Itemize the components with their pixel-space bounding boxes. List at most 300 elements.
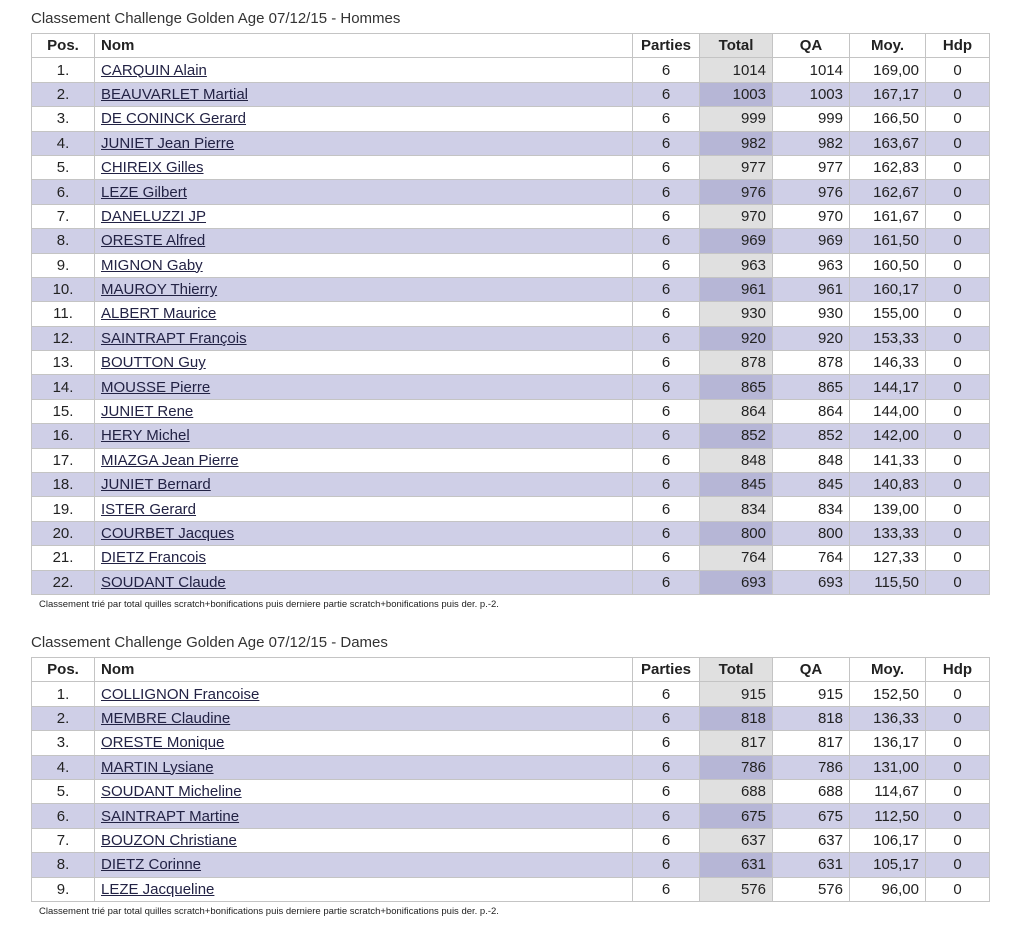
cell-hdp: 0: [926, 731, 990, 755]
cell-nom: [95, 253, 633, 277]
cell-qa: 970: [773, 204, 850, 228]
cell-parties: 6: [633, 253, 700, 277]
cell-qa: 864: [773, 399, 850, 423]
player-name-link[interactable]: COURBET Jacques: [101, 525, 235, 542]
cell-nom: [95, 448, 633, 472]
cell-moy: 115,50: [850, 570, 926, 594]
table-row: [32, 131, 990, 155]
cell-parties: 6: [633, 779, 700, 803]
cell-moy: 161,67: [850, 204, 926, 228]
cell-hdp: 0: [926, 253, 990, 277]
table-row: [32, 521, 990, 545]
table-row: [32, 682, 990, 706]
cell-parties: 6: [633, 82, 700, 106]
cell-total: 999: [700, 107, 773, 131]
cell-moy: 140,83: [850, 473, 926, 497]
cell-parties: 6: [633, 497, 700, 521]
player-name-link[interactable]: MARTIN Lysiane: [101, 758, 214, 776]
table-row: [32, 828, 990, 852]
cell-hdp: 0: [926, 277, 990, 301]
cell-qa: 845: [773, 473, 850, 497]
cell-hdp: 0: [926, 473, 990, 497]
player-name-link[interactable]: CHIREIX Gilles: [101, 159, 204, 177]
cell-total: 969: [700, 229, 773, 253]
cell-hdp: 0: [926, 497, 990, 521]
cell-pos: 4.: [32, 131, 95, 155]
cell-moy: 167,17: [850, 82, 926, 106]
table-row: [32, 351, 990, 375]
player-name-link[interactable]: JUNIET Jean Pierre: [101, 134, 235, 152]
cell-nom: [95, 424, 633, 448]
cell-pos: 8.: [32, 229, 95, 253]
cell-qa: 848: [773, 448, 850, 472]
cell-qa: 865: [773, 375, 850, 399]
cell-total: 1003: [700, 82, 773, 106]
table-row: [32, 107, 990, 131]
player-name-link[interactable]: JUNIET Rene: [101, 403, 194, 421]
cell-moy: 144,17: [850, 375, 926, 399]
table-row: [32, 731, 990, 755]
cell-parties: 6: [633, 546, 700, 570]
cell-hdp: 0: [926, 302, 990, 326]
col-header-qa: QA: [773, 34, 850, 58]
cell-qa: 963: [773, 253, 850, 277]
cell-nom: [95, 58, 633, 82]
player-name-link[interactable]: BEAUVARLET Martial: [101, 85, 248, 103]
cell-hdp: 0: [926, 375, 990, 399]
col-header-moy: Moy.: [850, 34, 926, 58]
cell-hdp: 0: [926, 828, 990, 852]
player-name-link[interactable]: MOUSSE Pierre: [101, 378, 211, 396]
cell-qa: 834: [773, 497, 850, 521]
hommes-table: [31, 33, 990, 595]
col-header-pos: Pos.: [32, 34, 95, 58]
cell-moy: 153,33: [850, 326, 926, 350]
cell-pos: 1.: [32, 58, 95, 82]
cell-parties: 6: [633, 229, 700, 253]
table-row: [32, 253, 990, 277]
col-header-qa: QA: [773, 658, 850, 682]
cell-hdp: 0: [926, 107, 990, 131]
cell-parties: 6: [633, 277, 700, 301]
cell-pos: 18.: [32, 473, 95, 497]
cell-qa: 786: [773, 755, 850, 779]
table-row: [32, 399, 990, 423]
table-row: [32, 204, 990, 228]
cell-qa: 818: [773, 706, 850, 730]
cell-nom: [95, 779, 633, 803]
cell-parties: 6: [633, 204, 700, 228]
cell-parties: 6: [633, 682, 700, 706]
cell-total: 865: [700, 375, 773, 399]
cell-qa: 764: [773, 546, 850, 570]
cell-parties: 6: [633, 877, 700, 901]
dames-table: [31, 657, 990, 902]
cell-total: 878: [700, 351, 773, 375]
cell-moy: 160,17: [850, 277, 926, 301]
table-row: [32, 82, 990, 106]
table-row: [32, 877, 990, 901]
cell-pos: 6.: [32, 180, 95, 204]
cell-nom: [95, 755, 633, 779]
cell-hdp: 0: [926, 706, 990, 730]
player-name-link[interactable]: BOUTTON Guy: [101, 354, 206, 372]
cell-pos: 5.: [32, 779, 95, 803]
cell-moy: 142,00: [850, 424, 926, 448]
cell-pos: 20.: [32, 521, 95, 545]
cell-nom: [95, 131, 633, 155]
cell-pos: 22.: [32, 570, 95, 594]
cell-nom: [95, 731, 633, 755]
cell-parties: 6: [633, 731, 700, 755]
cell-parties: 6: [633, 399, 700, 423]
table-row: [32, 473, 990, 497]
cell-hdp: 0: [926, 779, 990, 803]
cell-total: 976: [700, 180, 773, 204]
cell-pos: 10.: [32, 277, 95, 301]
cell-nom: [95, 155, 633, 179]
cell-total: 961: [700, 277, 773, 301]
cell-moy: 169,00: [850, 58, 926, 82]
cell-hdp: 0: [926, 853, 990, 877]
cell-parties: 6: [633, 326, 700, 350]
cell-parties: 6: [633, 58, 700, 82]
cell-hdp: 0: [926, 682, 990, 706]
cell-parties: 6: [633, 755, 700, 779]
cell-parties: 6: [633, 131, 700, 155]
cell-hdp: 0: [926, 58, 990, 82]
cell-nom: [95, 326, 633, 350]
player-name-link[interactable]: SAINTRAPT Martine: [101, 807, 240, 825]
cell-moy: 136,33: [850, 706, 926, 730]
cell-pos: 15.: [32, 399, 95, 423]
cell-qa: 977: [773, 155, 850, 179]
cell-hdp: 0: [926, 877, 990, 901]
cell-hdp: 0: [926, 82, 990, 106]
cell-moy: 112,50: [850, 804, 926, 828]
table-row: [32, 424, 990, 448]
dames-title: Classement Challenge Golden Age 07/12/15 - Dames: [31, 634, 388, 651]
hommes-sort-note: Classement trié par total quilles scratch+bonifications puis derniere partie scratch+bonifications puis der. p.-2.: [39, 599, 499, 610]
cell-total: 930: [700, 302, 773, 326]
cell-total: 963: [700, 253, 773, 277]
table-row: [32, 302, 990, 326]
cell-pos: 14.: [32, 375, 95, 399]
col-header-hdp: Hdp: [926, 658, 990, 682]
cell-qa: 631: [773, 853, 850, 877]
cell-hdp: 0: [926, 755, 990, 779]
player-name-link[interactable]: ALBERT Maurice: [101, 305, 217, 323]
cell-nom: [95, 853, 633, 877]
table-row: [32, 58, 990, 82]
cell-qa: 800: [773, 521, 850, 545]
cell-total: 576: [700, 877, 773, 901]
cell-total: 675: [700, 804, 773, 828]
cell-pos: 7.: [32, 828, 95, 852]
cell-nom: [95, 375, 633, 399]
cell-nom: [95, 82, 633, 106]
table-row: [32, 448, 990, 472]
cell-hdp: 0: [926, 804, 990, 828]
cell-moy: 127,33: [850, 546, 926, 570]
cell-moy: 162,83: [850, 155, 926, 179]
cell-parties: 6: [633, 521, 700, 545]
col-header-nom: Nom: [95, 658, 633, 682]
table-row: [32, 277, 990, 301]
cell-parties: 6: [633, 448, 700, 472]
cell-moy: 106,17: [850, 828, 926, 852]
cell-moy: 114,67: [850, 779, 926, 803]
cell-nom: [95, 546, 633, 570]
cell-moy: 163,67: [850, 131, 926, 155]
cell-pos: 16.: [32, 424, 95, 448]
player-name-link[interactable]: SAINTRAPT François: [101, 329, 247, 347]
player-name-link[interactable]: MAUROY Thierry: [101, 281, 218, 299]
cell-pos: 7.: [32, 204, 95, 228]
player-name-link[interactable]: MEMBRE Claudine: [101, 709, 231, 727]
cell-total: 845: [700, 473, 773, 497]
cell-qa: 878: [773, 351, 850, 375]
cell-parties: 6: [633, 155, 700, 179]
cell-hdp: 0: [926, 131, 990, 155]
cell-total: 848: [700, 448, 773, 472]
cell-total: 920: [700, 326, 773, 350]
player-name-link[interactable]: DE CONINCK Gerard: [101, 110, 247, 128]
player-name-link[interactable]: JUNIET Bernard: [101, 476, 211, 494]
player-name-link[interactable]: COLLIGNON Francoise: [101, 685, 260, 703]
cell-total: 631: [700, 853, 773, 877]
col-header-hdp: Hdp: [926, 34, 990, 58]
cell-pos: 12.: [32, 326, 95, 350]
cell-nom: [95, 204, 633, 228]
cell-hdp: 0: [926, 521, 990, 545]
cell-moy: 155,00: [850, 302, 926, 326]
table-row: [32, 804, 990, 828]
player-name-link[interactable]: DIETZ Corinne: [101, 856, 202, 874]
table-row: [32, 570, 990, 594]
cell-pos: 2.: [32, 82, 95, 106]
player-name-link[interactable]: SOUDANT Claude: [101, 573, 226, 591]
cell-hdp: 0: [926, 326, 990, 350]
cell-parties: 6: [633, 804, 700, 828]
cell-parties: 6: [633, 302, 700, 326]
col-header-pos: Pos.: [32, 658, 95, 682]
cell-total: 982: [700, 131, 773, 155]
cell-nom: [95, 229, 633, 253]
table-header-row: [32, 34, 990, 58]
cell-moy: 144,00: [850, 399, 926, 423]
cell-qa: 999: [773, 107, 850, 131]
cell-hdp: 0: [926, 229, 990, 253]
table-row: [32, 853, 990, 877]
cell-total: 1014: [700, 58, 773, 82]
cell-parties: 6: [633, 706, 700, 730]
player-name-link[interactable]: BOUZON Christiane: [101, 831, 237, 849]
col-header-total: Total: [700, 34, 773, 58]
cell-qa: 982: [773, 131, 850, 155]
table-row: [32, 180, 990, 204]
cell-hdp: 0: [926, 204, 990, 228]
cell-qa: 961: [773, 277, 850, 301]
cell-nom: [95, 107, 633, 131]
cell-total: 786: [700, 755, 773, 779]
table-row: [32, 375, 990, 399]
cell-moy: 131,00: [850, 755, 926, 779]
cell-moy: 133,33: [850, 521, 926, 545]
cell-qa: 817: [773, 731, 850, 755]
cell-total: 688: [700, 779, 773, 803]
cell-total: 970: [700, 204, 773, 228]
cell-pos: 9.: [32, 253, 95, 277]
cell-nom: [95, 706, 633, 730]
table-row: [32, 497, 990, 521]
cell-pos: 6.: [32, 804, 95, 828]
cell-pos: 5.: [32, 155, 95, 179]
cell-total: 852: [700, 424, 773, 448]
cell-parties: 6: [633, 828, 700, 852]
cell-hdp: 0: [926, 351, 990, 375]
cell-total: 637: [700, 828, 773, 852]
cell-pos: 21.: [32, 546, 95, 570]
cell-moy: 160,50: [850, 253, 926, 277]
cell-parties: 6: [633, 107, 700, 131]
cell-total: 864: [700, 399, 773, 423]
cell-hdp: 0: [926, 448, 990, 472]
player-name-link[interactable]: DANELUZZI JP: [101, 207, 207, 225]
cell-nom: [95, 804, 633, 828]
cell-qa: 1003: [773, 82, 850, 106]
cell-nom: [95, 351, 633, 375]
cell-qa: 688: [773, 779, 850, 803]
table-row: [32, 229, 990, 253]
cell-nom: [95, 682, 633, 706]
cell-qa: 693: [773, 570, 850, 594]
player-name-link[interactable]: MIAZGA Jean Pierre: [101, 451, 239, 469]
col-header-parties: Parties: [633, 658, 700, 682]
player-name-link[interactable]: MIGNON Gaby: [101, 256, 203, 274]
cell-qa: 920: [773, 326, 850, 350]
cell-qa: 930: [773, 302, 850, 326]
cell-pos: 3.: [32, 731, 95, 755]
cell-hdp: 0: [926, 399, 990, 423]
cell-qa: 976: [773, 180, 850, 204]
cell-parties: 6: [633, 570, 700, 594]
cell-parties: 6: [633, 375, 700, 399]
cell-total: 977: [700, 155, 773, 179]
cell-nom: [95, 497, 633, 521]
cell-pos: 2.: [32, 706, 95, 730]
cell-total: 693: [700, 570, 773, 594]
cell-pos: 1.: [32, 682, 95, 706]
hommes-title: Classement Challenge Golden Age 07/12/15 - Hommes: [31, 10, 401, 27]
cell-pos: 13.: [32, 351, 95, 375]
player-name-link[interactable]: LEZE Jacqueline: [101, 880, 215, 898]
cell-qa: 637: [773, 828, 850, 852]
cell-hdp: 0: [926, 180, 990, 204]
cell-total: 818: [700, 706, 773, 730]
cell-moy: 166,50: [850, 107, 926, 131]
cell-moy: 96,00: [850, 877, 926, 901]
cell-qa: 969: [773, 229, 850, 253]
player-name-link[interactable]: CARQUIN Alain: [101, 61, 207, 79]
table-row: [32, 326, 990, 350]
cell-moy: 105,17: [850, 853, 926, 877]
cell-hdp: 0: [926, 155, 990, 179]
player-name-link[interactable]: DIETZ Francois: [101, 549, 207, 567]
cell-nom: [95, 399, 633, 423]
cell-moy: 161,50: [850, 229, 926, 253]
table-row: [32, 779, 990, 803]
cell-hdp: 0: [926, 424, 990, 448]
cell-qa: 852: [773, 424, 850, 448]
cell-nom: [95, 302, 633, 326]
cell-qa: 675: [773, 804, 850, 828]
col-header-nom: Nom: [95, 34, 633, 58]
cell-nom: [95, 473, 633, 497]
cell-moy: 139,00: [850, 497, 926, 521]
cell-parties: 6: [633, 473, 700, 497]
player-name-link[interactable]: LEZE Gilbert: [101, 183, 187, 201]
table-row: [32, 706, 990, 730]
cell-parties: 6: [633, 424, 700, 448]
cell-nom: [95, 521, 633, 545]
table-row: [32, 755, 990, 779]
cell-pos: 19.: [32, 497, 95, 521]
cell-qa: 1014: [773, 58, 850, 82]
table-row: [32, 546, 990, 570]
table-header-row: [32, 658, 990, 682]
cell-nom: [95, 277, 633, 301]
player-name-link[interactable]: ORESTE Alfred: [101, 232, 206, 250]
cell-total: 800: [700, 521, 773, 545]
cell-nom: [95, 570, 633, 594]
cell-qa: 915: [773, 682, 850, 706]
cell-hdp: 0: [926, 570, 990, 594]
player-name-link[interactable]: HERY Michel: [101, 427, 190, 445]
cell-nom: [95, 180, 633, 204]
col-header-parties: Parties: [633, 34, 700, 58]
player-name-link[interactable]: SOUDANT Micheline: [101, 783, 242, 801]
player-name-link[interactable]: ORESTE Monique: [101, 734, 225, 752]
cell-moy: 146,33: [850, 351, 926, 375]
cell-moy: 136,17: [850, 731, 926, 755]
cell-total: 817: [700, 731, 773, 755]
cell-nom: [95, 877, 633, 901]
cell-moy: 162,67: [850, 180, 926, 204]
dames-sort-note: Classement trié par total quilles scratch+bonifications puis derniere partie scratch+bonifications puis der. p.-2.: [39, 906, 499, 917]
col-header-moy: Moy.: [850, 658, 926, 682]
cell-pos: 11.: [32, 302, 95, 326]
cell-nom: [95, 828, 633, 852]
cell-pos: 9.: [32, 877, 95, 901]
cell-pos: 3.: [32, 107, 95, 131]
cell-moy: 152,50: [850, 682, 926, 706]
cell-pos: 8.: [32, 853, 95, 877]
cell-moy: 141,33: [850, 448, 926, 472]
cell-pos: 4.: [32, 755, 95, 779]
cell-qa: 576: [773, 877, 850, 901]
cell-parties: 6: [633, 351, 700, 375]
cell-parties: 6: [633, 180, 700, 204]
cell-total: 915: [700, 682, 773, 706]
col-header-total: Total: [700, 658, 773, 682]
cell-total: 764: [700, 546, 773, 570]
player-name-link[interactable]: ISTER Gerard: [101, 500, 197, 518]
table-row: [32, 155, 990, 179]
cell-parties: 6: [633, 853, 700, 877]
cell-hdp: 0: [926, 546, 990, 570]
cell-pos: 17.: [32, 448, 95, 472]
